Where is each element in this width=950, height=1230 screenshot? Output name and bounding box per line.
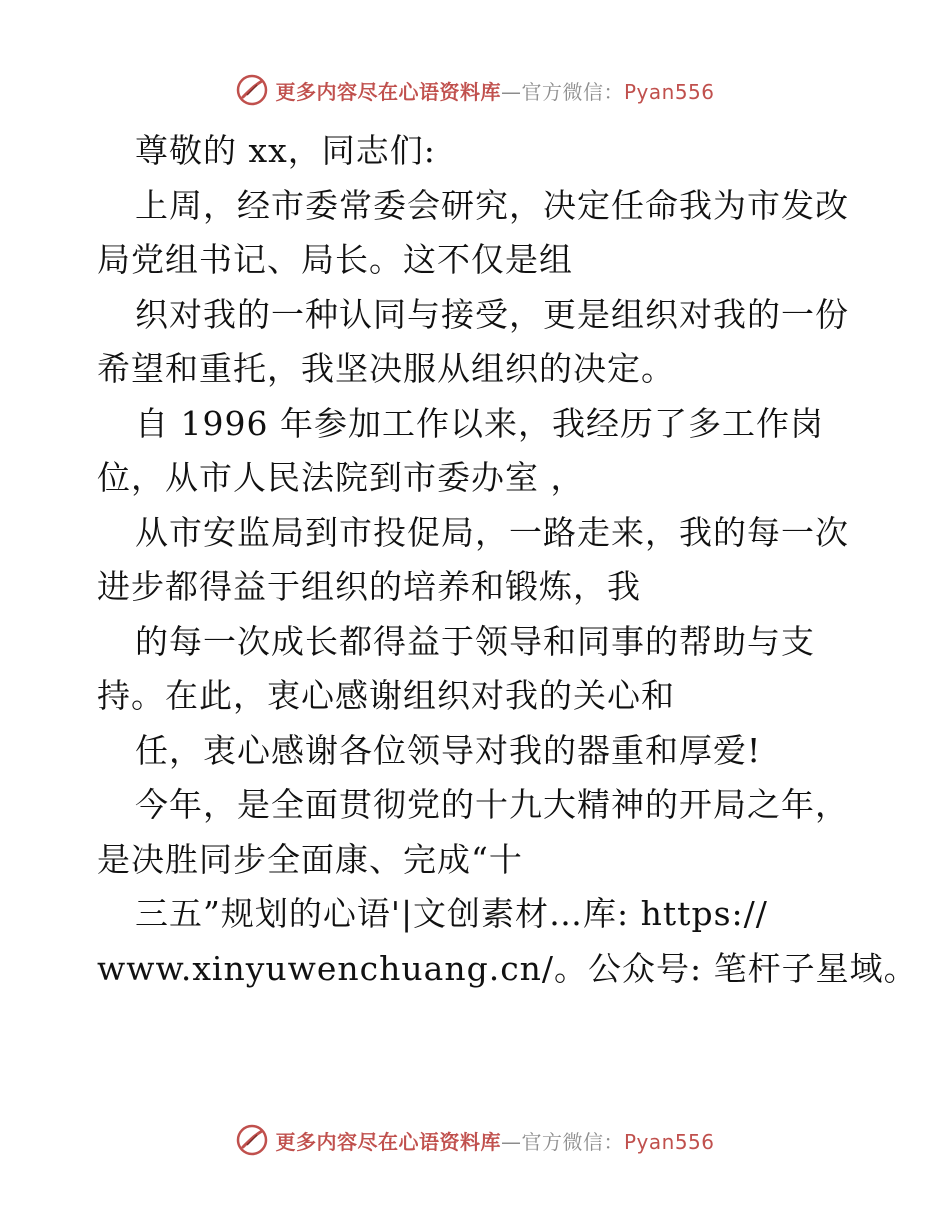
document-body — [97, 124, 918, 996]
body-line: 进步都得益于组织的培养和锻炼，我 — [97, 567, 641, 606]
watermark-brand: 更多内容尽在心语资料库 — [275, 79, 501, 104]
body-line: 上周，经市委常委会研究，决定任命我为市发改 — [135, 185, 849, 225]
body-line: 持。在此，衷心感谢组织对我的关心和 — [97, 676, 675, 715]
body-line: 三五”规划的心语'|文创素材…库: https:// — [135, 894, 768, 933]
quill-swirl-icon — [235, 73, 269, 107]
watermark-wechat-id: Pyan556 — [623, 79, 715, 104]
body-line: 希望和重托，我坚决服从组织的决定。 — [97, 349, 675, 388]
body-line: 是决胜同步全面康、完成“十 — [97, 839, 523, 879]
quill-swirl-icon — [235, 1123, 269, 1157]
header-watermark — [0, 70, 950, 110]
body-line: 局党组书记、局长。这不仅是组 — [97, 240, 573, 279]
watermark-separator: —官方微信： — [500, 79, 624, 104]
footer-watermark — [0, 1120, 950, 1160]
body-line: 从市安监局到市投促局，一路走来，我的每一次 — [135, 512, 849, 552]
body-line: 织对我的一种认同与接受，更是组织对我的一份 — [135, 294, 849, 334]
body-line: 任，衷心感谢各位领导对我的器重和厚爱! — [135, 730, 762, 770]
body-line: 的每一次成长都得益于领导和同事的帮助与支 — [135, 621, 815, 661]
watermark-wechat-id: Pyan556 — [623, 1129, 715, 1154]
body-line: 自 1996 年参加工作以来，我经历了多工作岗 — [135, 403, 824, 443]
body-line: www.xinyuwenchuang.cn/。公众号: 笔杆子星域。 — [97, 948, 918, 988]
body-line: 尊敬的 xx，同志们: — [135, 131, 436, 170]
body-line: 位，从市人民法院到市委办室 ， — [97, 458, 585, 497]
watermark-brand: 更多内容尽在心语资料库 — [275, 1129, 501, 1154]
body-line: 今年，是全面贯彻党的十九大精神的开局之年， — [135, 785, 849, 824]
watermark-separator: —官方微信： — [500, 1129, 624, 1154]
